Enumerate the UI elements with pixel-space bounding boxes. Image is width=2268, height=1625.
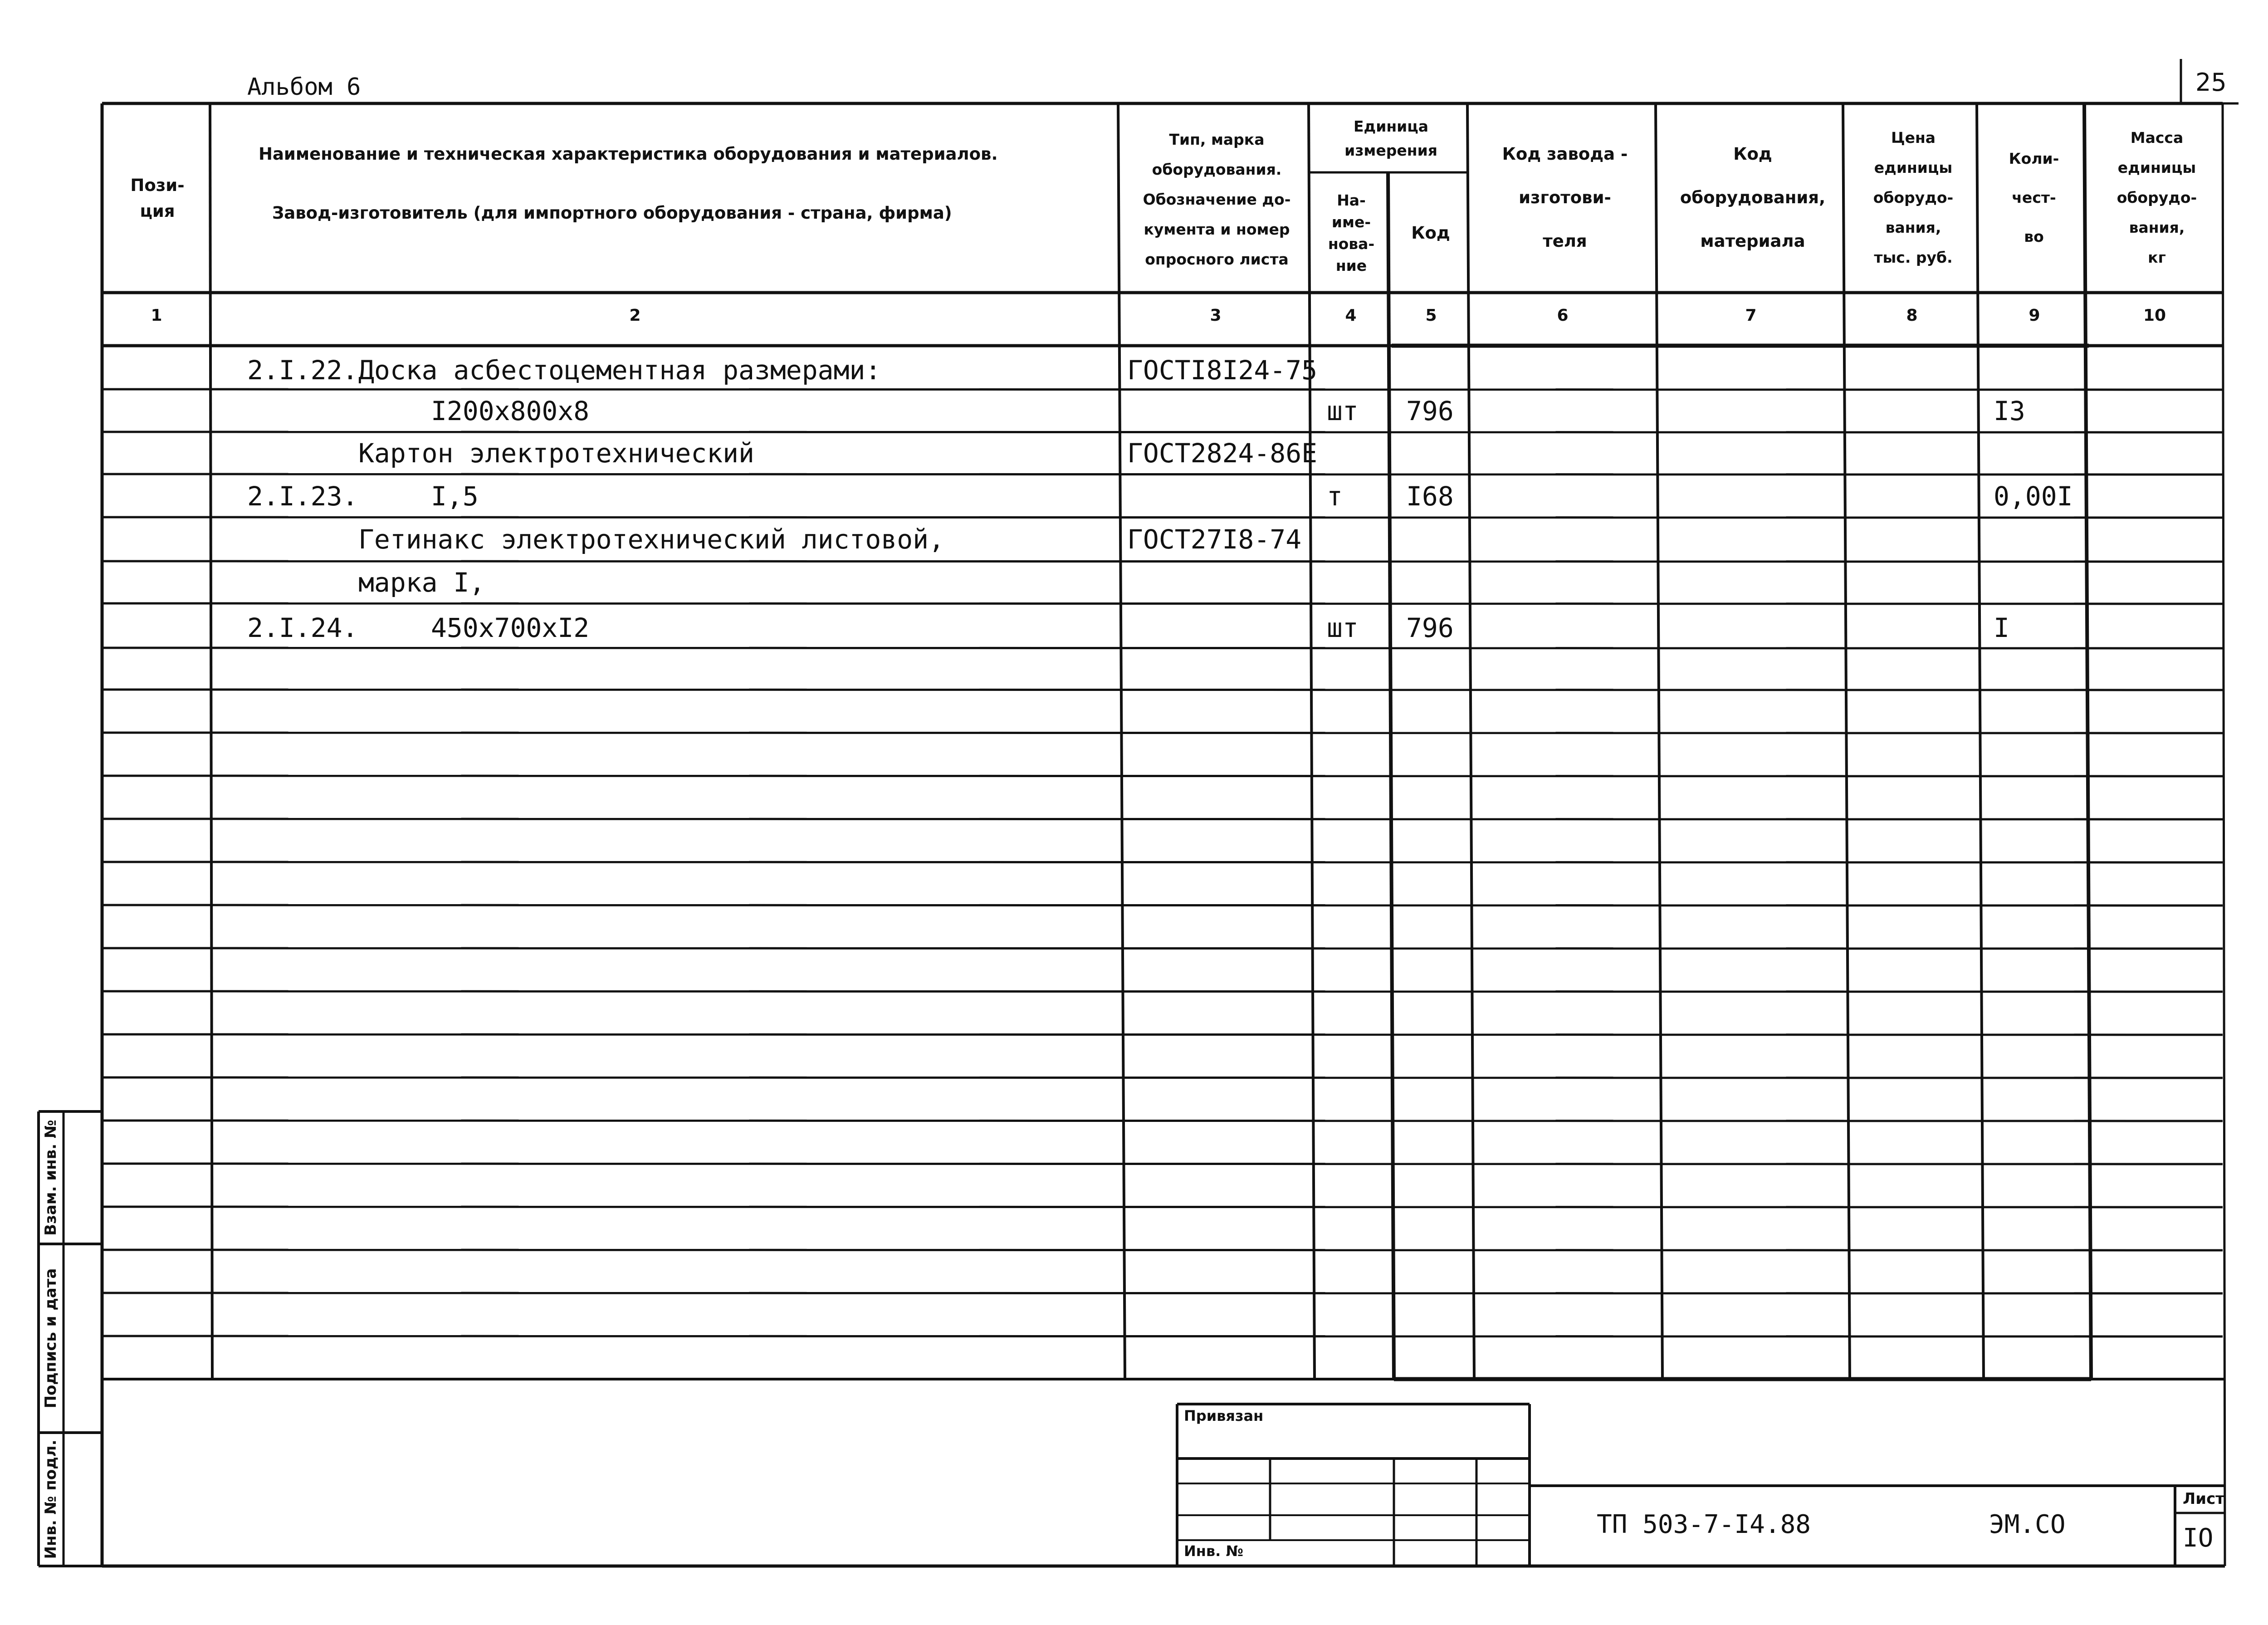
row-name: Картон электротехнический xyxy=(358,438,754,469)
row-position: 2.I.23. xyxy=(247,481,358,512)
column-number: 2 xyxy=(629,306,641,325)
column-number: 9 xyxy=(2028,306,2040,325)
header-unit: Единица измерения xyxy=(1344,117,1437,159)
column-number: 7 xyxy=(1745,306,1757,325)
header-name-line1: Наименование и техническая характеристика оборудования и материалов. xyxy=(259,144,998,164)
row-code: 796 xyxy=(1406,612,1454,643)
header-name-line2: Завод-изготовитель (для импортного оборудования - страна, фирма) xyxy=(272,203,952,223)
row-name: I,5 xyxy=(431,481,479,512)
row-quantity: I xyxy=(1994,612,2009,643)
row-type: ГОСТ27I8-74 xyxy=(1127,524,1302,555)
column-number: 8 xyxy=(1906,306,1918,325)
row-name: Доска асбестоцементная размерами: xyxy=(358,355,881,386)
row-code: 796 xyxy=(1406,396,1454,426)
stamp-privyazan: Привязан xyxy=(1184,1407,1264,1424)
row-name: марка I, xyxy=(358,567,485,598)
row-divider xyxy=(102,1034,2223,1035)
page-number: 25 xyxy=(2195,68,2227,97)
header-unit-name: На- име- нова- ние xyxy=(1328,191,1375,274)
row-type: ГОСТI8I24-75 xyxy=(1127,355,1318,386)
row-code: I68 xyxy=(1406,481,1454,512)
project-code: ТП 503-7-I4.88 xyxy=(1597,1510,1811,1539)
row-name: 450x700xI2 xyxy=(431,612,590,643)
album-label: Альбом 6 xyxy=(247,73,361,101)
row-unit: шт xyxy=(1327,612,1359,643)
sheet-number: IO xyxy=(2183,1523,2214,1553)
row-divider xyxy=(102,1077,2223,1078)
header-position: Пози- ция xyxy=(130,175,185,221)
stamp-inv-no: Инв. № xyxy=(1184,1542,1243,1560)
sheet-label: Лист xyxy=(2183,1490,2224,1508)
column-number: 3 xyxy=(1210,306,1222,325)
row-quantity: I3 xyxy=(1994,396,2025,426)
column-number: 1 xyxy=(151,306,162,325)
header-unit-code: Код xyxy=(1411,223,1450,243)
row-type: ГОСТ2824-86Е xyxy=(1127,438,1318,469)
side-stamp-vzam: Взам. инв. № xyxy=(42,1120,60,1236)
row-divider xyxy=(102,389,2223,390)
row-divider xyxy=(102,561,2223,562)
column-number: 6 xyxy=(1557,306,1569,325)
row-divider xyxy=(102,948,2223,949)
header-quantity: Коли- чест- во xyxy=(2009,150,2059,245)
row-unit: т xyxy=(1327,481,1343,512)
header-mass: Масса единицы оборудо- вания, кг xyxy=(2116,129,2197,266)
header-type: Тип, марка оборудования. Обозначение до- кумента и номер опросного листа xyxy=(1143,131,1291,268)
header-equipment-code: Код оборудования, материала xyxy=(1680,144,1826,251)
column-number: 4 xyxy=(1345,306,1357,325)
row-divider xyxy=(102,991,2223,992)
row-divider xyxy=(102,517,2223,518)
row-name: I200x800x8 xyxy=(431,396,590,426)
row-unit: шт xyxy=(1327,396,1359,426)
document-mark: ЭМ.СО xyxy=(1989,1510,2066,1539)
column-number: 5 xyxy=(1425,306,1437,325)
row-divider xyxy=(102,474,2223,475)
header-price: Цена единицы оборудо- вания, тыс. руб. xyxy=(1873,129,1954,266)
row-divider xyxy=(102,603,2223,604)
header-factory-code: Код завода - изготови- теля xyxy=(1502,144,1628,251)
row-position: 2.I.24. xyxy=(247,612,358,643)
side-stamp-inv: Инв. № подл. xyxy=(42,1439,60,1559)
side-stamp-podpis: Подпись и дата xyxy=(42,1268,60,1409)
row-quantity: 0,00I xyxy=(1994,481,2073,512)
row-position: 2.I.22. xyxy=(247,355,358,386)
column-number: 10 xyxy=(2143,306,2166,325)
row-name: Гетинакс электротехнический листовой, xyxy=(358,524,945,555)
